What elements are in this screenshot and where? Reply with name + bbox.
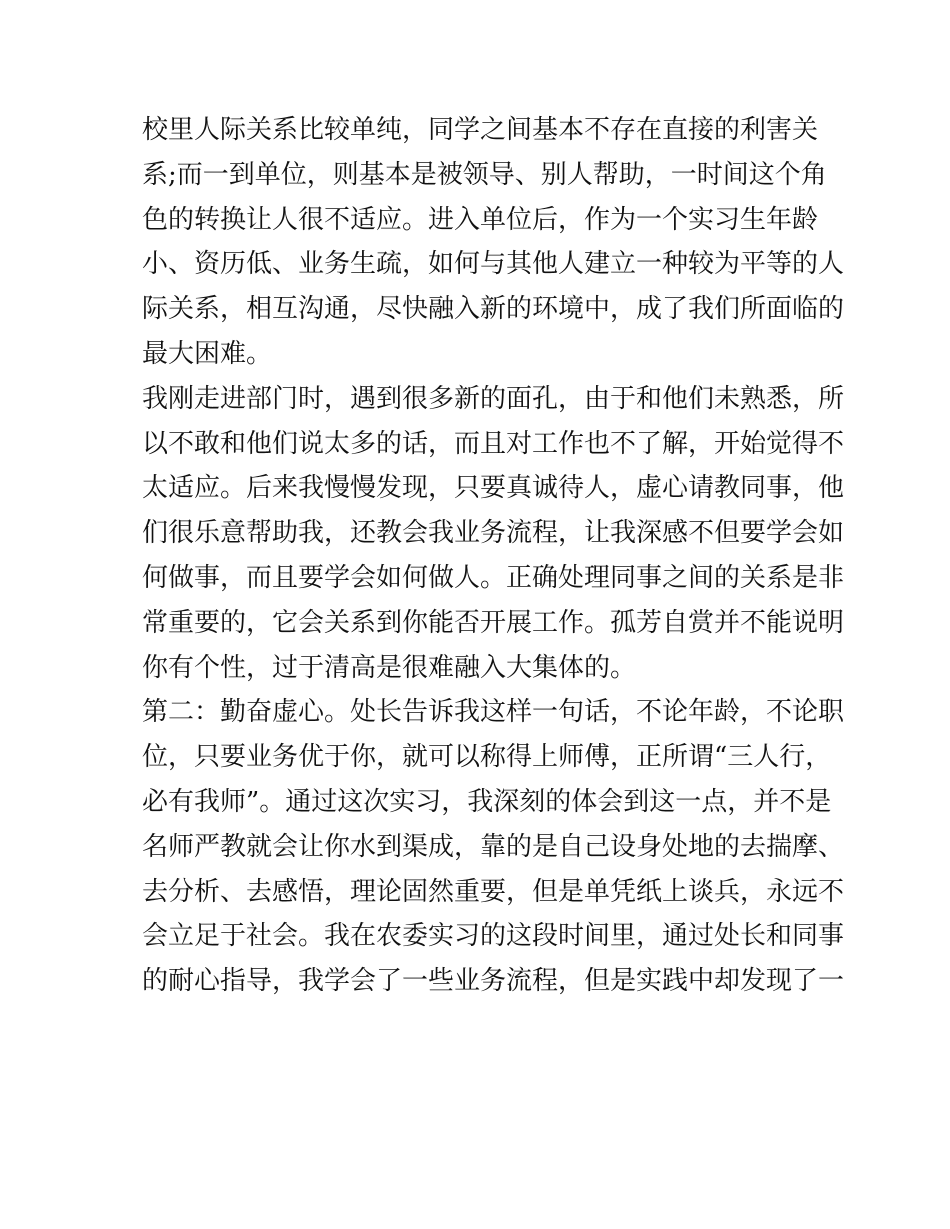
- text-line: 的耐心指导，我学会了一些业务流程，但是实践中却发现了一: [142, 966, 845, 997]
- text-line: 小、资历低、业务生疏，如何与其他人建立一种较为平等的人: [142, 249, 845, 280]
- text-line: 际关系，相互沟通，尽快融入新的环境中，成了我们所面临的: [142, 294, 845, 325]
- text-line: 们很乐意帮助我，还教会我业务流程，让我深感不但要学会如: [142, 518, 845, 549]
- text-line: 何做事，而且要学会如何做人。正确处理同事之间的关系是非: [142, 562, 845, 593]
- text-line: 校里人际关系比较单纯，同学之间基本不存在直接的利害关: [142, 115, 819, 145]
- text-line: 必有我师”。通过这次实习，我深刻的体会到这一点，并不是: [142, 786, 832, 817]
- text-line: 最大困难。: [142, 338, 273, 369]
- text-line: 我刚走进部门时，遇到很多新的面孔，由于和他们未熟悉，所: [142, 383, 845, 414]
- text-line: 太适应。后来我慢慢发现，只要真诚待人，虚心请教同事，他: [142, 473, 845, 504]
- text-line: 会立足于社会。我在农委实习的这段时间里，通过处长和同事: [142, 921, 845, 952]
- text-line: 第二：勤奋虚心。处长告诉我这样一句话，不论年龄，不论职: [142, 697, 845, 728]
- text-line: 你有个性，过于清高是很难融入大集体的。: [142, 652, 637, 683]
- text-line: 色的转换让人很不适应。进入单位后，作为一个实习生年龄: [142, 204, 819, 235]
- text-line: 系;而一到单位，则基本是被领导、别人帮助，一时间这个角: [142, 159, 827, 190]
- body-text: [142, 108, 845, 1004]
- text-line: 去分析、去感悟，理论固然重要，但是单凭纸上谈兵，永远不: [142, 876, 845, 907]
- text-line: 位，只要业务优于你，就可以称得上师傅，正所谓“三人行，: [142, 742, 832, 773]
- text-line: 以不敢和他们说太多的话，而且对工作也不了解，开始觉得不: [142, 428, 845, 459]
- text-line: 常重要的，它会关系到你能否开展工作。孤芳自赏并不能说明: [142, 607, 845, 638]
- text-line: 名师严教就会让你水到渠成，靠的是自己设身处地的去揣摩、: [142, 831, 845, 862]
